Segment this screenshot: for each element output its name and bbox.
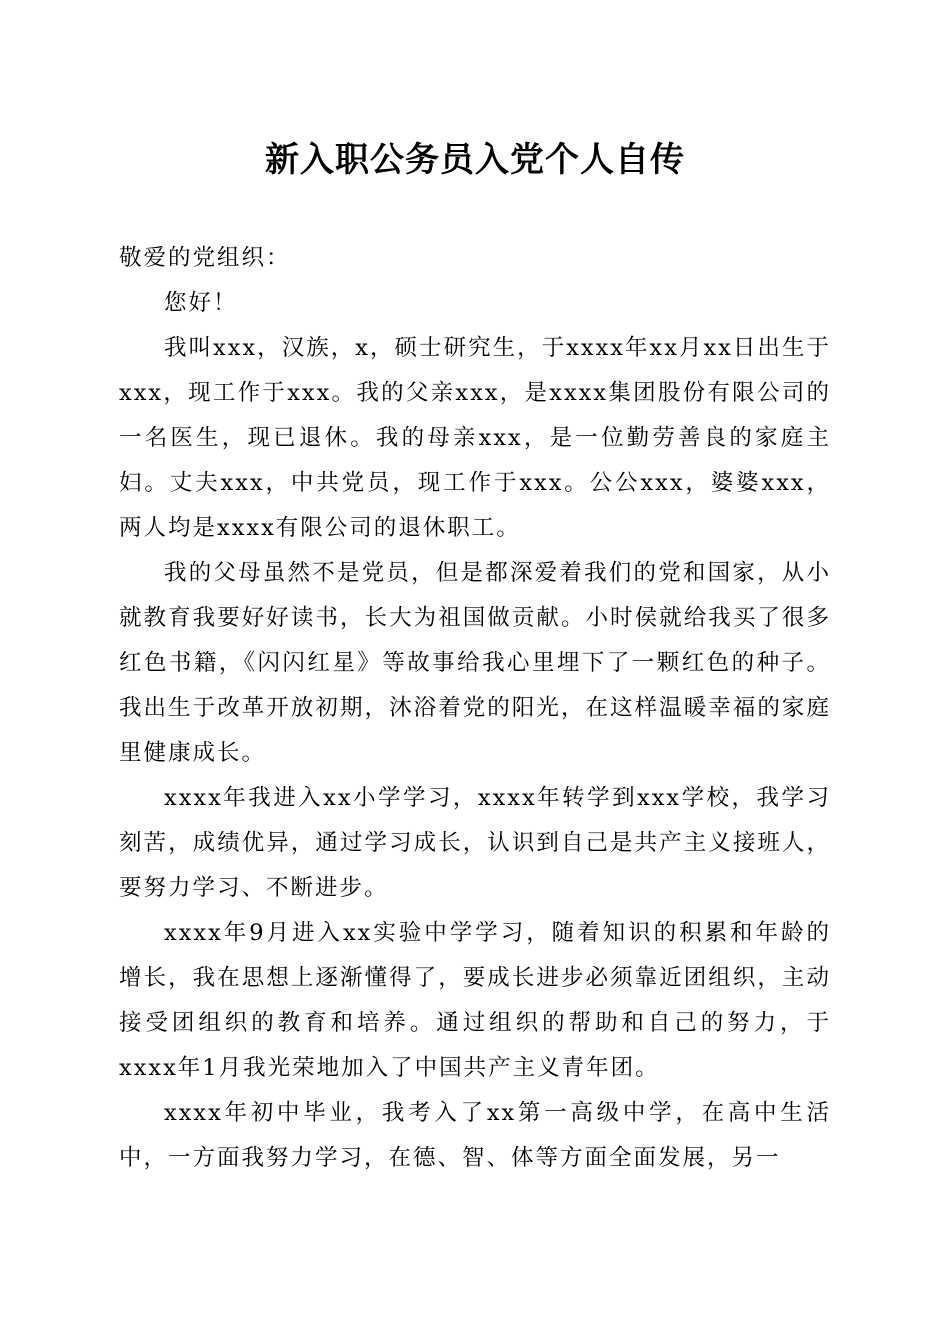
paragraph-greeting: 您好！ [164,290,238,316]
paragraph-family-upbringing: 我的父母虽然不是党员，但是都深爱着我们的党和国家，从小就教育我要好好读书，长大为祖国做贡献。小时侯就给我买了很多红色书籍，《闪闪红星》等故事给我心里埋下了一颗红色的种子。我出生于改革开放初期，沐浴着党的阳光，在这样温暖幸福的家庭里健康成长。 [119,560,831,766]
paragraph-personal-info: 我叫xxx，汉族，x，硕士研究生，于xxxx年xx月xx日出生于xxx，现工作于xxx。我的父亲xxx，是xxxx集团股份有限公司的一名医生，现已退休。我的母亲xxx，是一位勤劳善良的家庭主妇。丈夫xxx，中共党员，现工作于xxx。公公xxx，婆婆xxx，两人均是xxxx有限公司的退休职工。 [119,335,831,541]
paragraph-middle-school: xxxx年9月进入xx实验中学学习，随着知识的积累和年龄的增长，我在思想上逐渐懂得了，要成长进步必须靠近团组织，主动接受团组织的教育和培养。通过组织的帮助和自己的努力，于xxxx年1月我光荣地加入了中国共产主义青年团。 [119,920,831,1081]
document-body [119,236,831,1181]
salutation: 敬爱的党组织： [119,245,291,271]
paragraph-primary-school: xxxx年我进入xx小学学习，xxxx年转学到xxx学校，我学习刻苦，成绩优异，通过学习成长，认识到自己是共产主义接班人，要努力学习、不断进步。 [119,785,831,901]
paragraph-high-school: xxxx年初中毕业，我考入了xx第一高级中学，在高中生活中，一方面我努力学习，在德、智、体等方面全面发展，另一 [119,1100,831,1171]
document-title: 新入职公务员入党个人自传 [265,140,685,180]
